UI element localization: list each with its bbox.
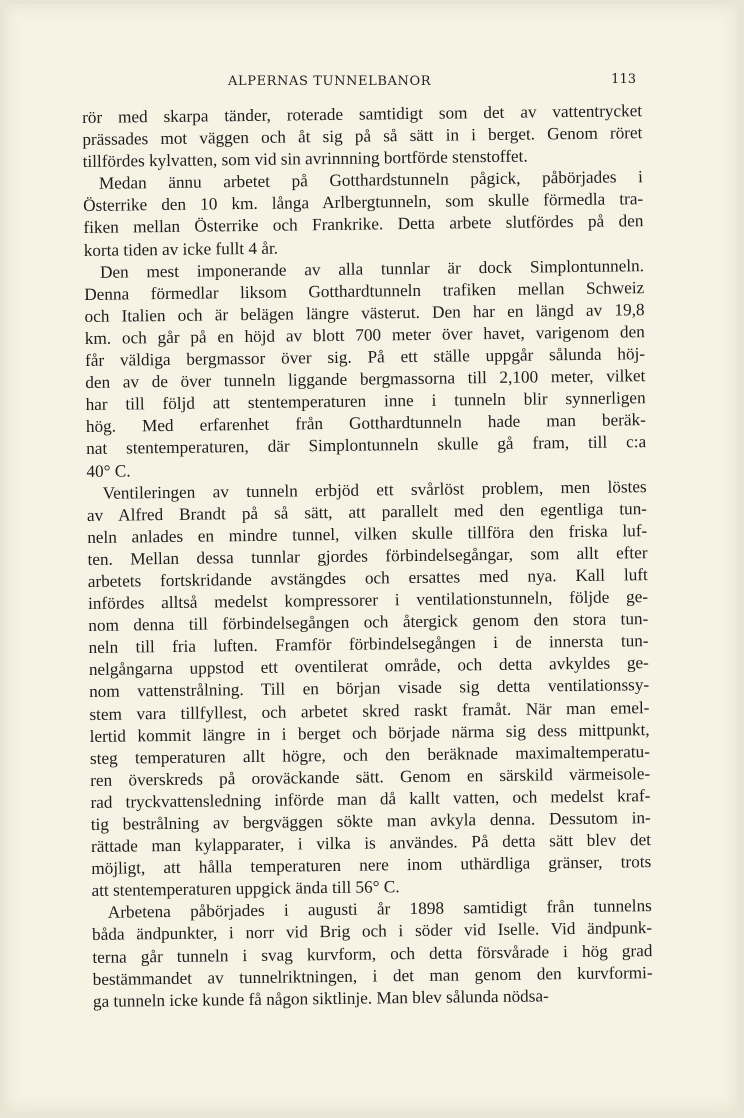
paragraph bbox=[84, 255, 647, 483]
text-line: stem vara tillfyllest, och arbetet skred raskt framåt. När man emel- bbox=[89, 697, 650, 724]
text-line: ren överskreds på oroväckande sätt. Genom en särskild värmeisole- bbox=[90, 763, 651, 790]
text-line: rad tryckvattensledning införde man då kallt vatten, och medelst kraf- bbox=[90, 786, 651, 812]
paragraph bbox=[87, 476, 652, 903]
text-line: tig bestrålning av bergväggen sökte man avkyla denna. Dessutom in- bbox=[90, 808, 651, 834]
text-line: möjligt, att hålla temperaturen nere inom uthärdliga gränser, trots bbox=[91, 852, 652, 879]
page-header bbox=[82, 70, 636, 94]
text-line: fiken mellan Österrike och Frankrike. Detta arbete slutfördes på den bbox=[83, 211, 644, 238]
text-line: arbetets fortskridande avstängdes och ersattes med nya. Kall luft bbox=[87, 565, 648, 591]
text-line: att stentemperaturen uppgick ända till 56° C. bbox=[91, 877, 400, 901]
text-line: ten. Mellan dessa tunnlar gjordes förbindelsegångar, som allt efter bbox=[87, 543, 648, 569]
text-line: ga tunneln icke kunde få någon siktlinje. Man blev sålunda nödsa- bbox=[92, 986, 549, 1011]
text-line: nom vattenstrålning. Till en början visade sig detta ventilationssy- bbox=[89, 675, 650, 702]
text-line: nat stentemperaturen, där Simplontunneln skulle gå fram, till c:a bbox=[86, 432, 647, 459]
running-title: ALPERNAS TUNNELBANOR bbox=[228, 74, 432, 89]
text-line: steg temperaturen allt högre, och den beräknade maximaltemperatu- bbox=[89, 741, 651, 768]
text-line: neln anlades en mindre tunnel, vilken skulle tillföra den friska luf- bbox=[87, 520, 648, 547]
text-line: Ventileringen av tunneln erbjöd ett svårlöst problem, men löstes bbox=[102, 476, 647, 503]
body-text bbox=[82, 100, 653, 1013]
text-line: korta tiden av icke fullt 4 år. bbox=[83, 238, 279, 260]
text-line: 40° C. bbox=[86, 460, 131, 481]
text-line: bestämmandet av tunnelriktningen, i det man genom den kurvformi- bbox=[92, 962, 653, 989]
paragraph bbox=[83, 166, 644, 261]
book-page bbox=[4, 4, 738, 1112]
text-line: lertid kommit längre in i berget och började närma sig dess mittpunkt, bbox=[89, 719, 650, 746]
text-line: hög. Med erfarenhet från Gotthardtunneln hade man beräk- bbox=[85, 410, 646, 437]
text-line: terna går tunneln i svag kurvform, och detta försvårade i hög grad bbox=[92, 940, 653, 967]
paragraph bbox=[92, 895, 653, 1012]
text-line: Österrike den 10 km. långa Arlbergtunneln, som skulle förmedla tra- bbox=[83, 189, 644, 216]
text-line: prässades mot väggen och åt sig på så sätt in i berget. Genom röret bbox=[82, 123, 643, 150]
text-line: har till följd att stentemperaturen inne i tunneln blir synnerligen bbox=[85, 388, 646, 415]
text-line: får väldiga bergmassor över sig. På ett ställe uppgår sålunda höj- bbox=[84, 344, 646, 371]
paragraph bbox=[82, 100, 643, 173]
text-line: rättade man kylapparater, i vilka is användes. På detta sätt blev det bbox=[90, 830, 652, 857]
text-line: neln till fria luften. Framför förbindelsegången i de innersta tun- bbox=[88, 631, 649, 658]
text-line: km. och går på en höjd av blott 700 meter över havet, varigenom den bbox=[84, 322, 645, 348]
text-line: den av de över tunneln liggande bergmassorna till 2,100 meter, vilket bbox=[85, 366, 646, 393]
text-line: Den mest imponerande av alla tunnlar är dock Simplontunneln. bbox=[99, 255, 645, 282]
text-line: nom denna till förbindelsegången och återgick genom den stora tun- bbox=[88, 609, 649, 636]
text-line: infördes alltså medelst kompressorer i ventilationstunneln, följde ge- bbox=[87, 587, 649, 614]
text-line: nelgångarna uppstod ett oventilerat område, och detta avkyldes ge- bbox=[88, 653, 649, 680]
page-number: 113 bbox=[611, 72, 636, 87]
text-line: och Italien och är belägen längre västerut. Den har en längd av 19,8 bbox=[84, 299, 645, 326]
text-line: av Alfred Brandt på så sätt, att parallelt med den egentliga tun- bbox=[86, 498, 648, 525]
text-line: Medan ännu arbetet på Gotthardstunneln pågick, påbörjades i bbox=[98, 167, 644, 194]
text-line: tillfördes kylvatten, som vid sin avrinnning bortförde stenstoffet. bbox=[82, 146, 528, 172]
text-line: Arbetena påbörjades i augusti år 1898 samtidigt från tunnelns bbox=[107, 896, 652, 923]
text-line: rör med skarpa tänder, roterade samtidigt som det av vattentrycket bbox=[82, 101, 643, 127]
text-line: Denna förmedlar liksom Gotthardtunneln trafiken mellan Schweiz bbox=[84, 277, 645, 304]
text-line: båda ändpunkter, i norr vid Brig och i söder vid Iselle. Vid ändpunk- bbox=[91, 918, 653, 945]
